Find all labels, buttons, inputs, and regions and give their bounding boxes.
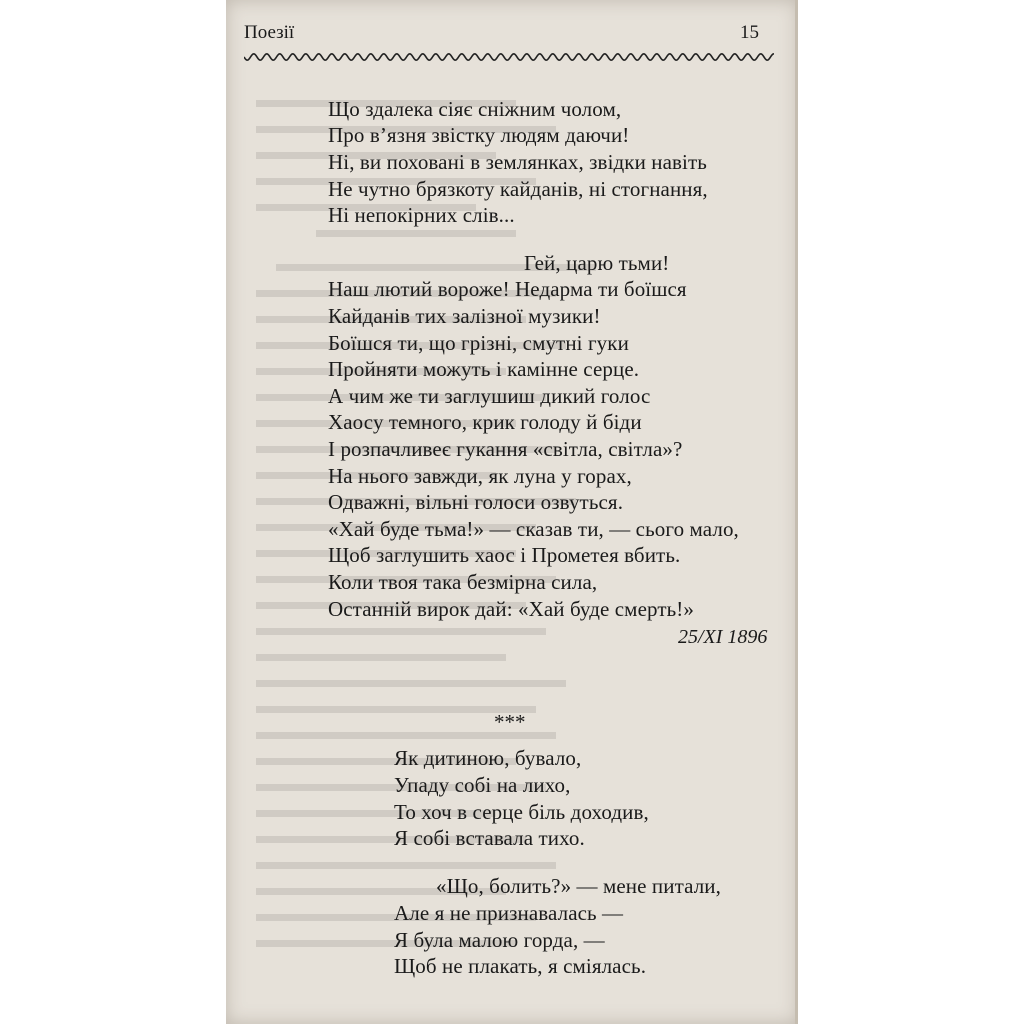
running-title: Поезії — [244, 22, 295, 43]
verse-line: Гей, царю тьми! — [524, 251, 670, 275]
wavy-header-rule — [244, 50, 774, 64]
verse-line: Я була малою горда, — — [394, 928, 605, 952]
verse-line: То хоч в серце біль доходив, — [394, 800, 649, 824]
verse-line: Щоб не плакать, я сміялась. — [394, 954, 647, 978]
verse-line: Щоб заглушить хаос і Прометея вбить. — [328, 543, 681, 567]
poem-date: 25/XI 1896 — [678, 626, 768, 648]
verse-line: Про в’язня звістку людям даючи! — [328, 123, 630, 147]
verse-line: Ні непокірних слів... — [328, 203, 515, 227]
verse-line: «Що, болить?» — мене питали, — [436, 874, 721, 898]
verse-line: Одважні, вільні голоси озвуться. — [328, 490, 624, 514]
verse-line: Хаосу темного, крик голоду й біди — [328, 410, 642, 434]
verse-line: Як дитиною, бувало, — [394, 746, 582, 770]
verse-line: Ні, ви поховані в землянках, звідки навіть — [328, 150, 707, 174]
verse-line: Але я не признавалась — — [394, 901, 624, 925]
verse-line: Я собі вставала тихо. — [394, 826, 585, 850]
verse-line: Боїшся ти, що грізні, смутні гуки — [328, 331, 629, 355]
verse-line: А чим же ти заглушиш дикий голос — [328, 384, 651, 408]
verse-line: На нього завжди, як луна у горах, — [328, 464, 632, 488]
verse-line: Пройняти можуть і камінне серце. — [328, 357, 640, 381]
page-number: 15 — [740, 22, 759, 43]
verse-line: Коли твоя така безмірна сила, — [328, 570, 598, 594]
verse-line: Що здалека сіяє сніжним чолом, — [328, 97, 622, 121]
page-right-edge — [795, 0, 798, 1024]
verse-line: Упаду собі на лихо, — [394, 773, 571, 797]
section-separator: *** — [494, 710, 526, 734]
verse-line: «Хай буде тьма!» — сказав ти, — сього мало, — [328, 517, 739, 541]
book-page — [226, 0, 798, 1024]
verse-line: Не чутно брязкоту кайданів, ні стогнання, — [328, 177, 708, 201]
verse-line: Останній вирок дай: «Хай буде смерть!» — [328, 597, 694, 621]
verse-line: Наш лютий вороже! Недарма ти боїшся — [328, 277, 687, 301]
verse-line: І розпачливеє гукання «світла, світла»? — [328, 437, 683, 461]
verse-line: Кайданів тих залізної музики! — [328, 304, 601, 328]
